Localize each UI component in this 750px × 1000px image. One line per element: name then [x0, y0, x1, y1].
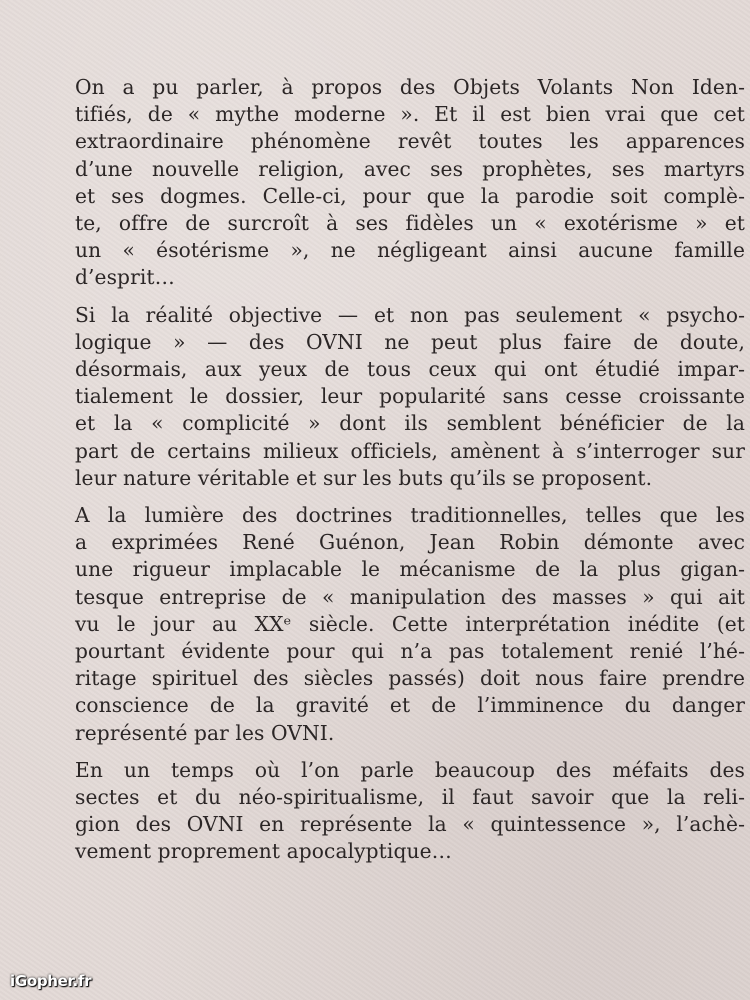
text-line: d’une nouvelle religion, avec ses prophètes, ses martyrs: [75, 156, 745, 181]
text-line: gion des OVNI en représente la « quintessence », l’achè-: [75, 812, 745, 837]
text-line: d’esprit…: [75, 265, 175, 290]
text-line: une rigueur implacable le mécanisme de la plus gigan-: [75, 557, 745, 582]
paragraph-2: [75, 302, 745, 492]
text-line: Si la réalité objective — et non pas seulement « psycho-: [75, 302, 745, 327]
paragraph-1: [75, 74, 745, 292]
paragraph-4: [75, 757, 745, 866]
text-line: vement proprement apocalyptique…: [75, 839, 452, 864]
text-line: En un temps où l’on parle beaucoup des méfaits des: [75, 757, 745, 782]
text-line: On a pu parler, à propos des Objets Volants Non Iden-: [75, 75, 745, 99]
text-line: conscience de la gravité et de l’imminence du danger: [75, 693, 745, 718]
text-line: un « ésotérisme », ne négligeant ainsi aucune famille: [75, 238, 745, 263]
paragraph-3: [75, 502, 745, 747]
text-line: A la lumière des doctrines traditionnelles, telles que les: [75, 503, 745, 528]
site-watermark: iGopher.fr: [10, 972, 92, 990]
text-line: et la « complicité » dont ils semblent bénéficier de la: [75, 411, 745, 436]
text-line: extraordinaire phénomène revêt toutes les apparences: [75, 129, 745, 154]
text-line: et ses dogmes. Celle-ci, pour que la parodie soit complè-: [75, 183, 745, 208]
text-line: sectes et du néo-spiritualisme, il faut savoir que la reli-: [75, 785, 745, 810]
text-line: tesque entreprise de « manipulation des masses » qui ait: [75, 584, 745, 609]
text-line: ritage spirituel des siècles passés) doit nous faire prendre: [75, 666, 745, 691]
text-line: tifiés, de « mythe moderne ». Et il est bien vrai que cet: [75, 102, 745, 127]
text-line: te, offre de surcroît à ses fidèles un « exotérisme » et: [75, 211, 745, 236]
text-line: représenté par les OVNI.: [75, 720, 335, 745]
text-line: tialement le dossier, leur popularité sans cesse croissante: [75, 384, 745, 409]
text-line: logique » — des OVNI ne peut plus faire de doute,: [75, 329, 745, 354]
blurb-text: [75, 74, 745, 876]
text-line: leur nature véritable et sur les buts qu’ils se proposent.: [75, 465, 653, 490]
text-line: part de certains milieux officiels, amènent à s’interroger sur: [75, 438, 745, 463]
text-line: pourtant évidente pour qui n’a pas totalement renié l’hé-: [75, 639, 745, 664]
text-line: a exprimées René Guénon, Jean Robin démonte avec: [75, 530, 745, 555]
text-line: vu le jour au XXᵉ siècle. Cette interprétation inédite (et: [75, 611, 745, 636]
text-line: désormais, aux yeux de tous ceux qui ont étudié impar-: [75, 357, 745, 382]
